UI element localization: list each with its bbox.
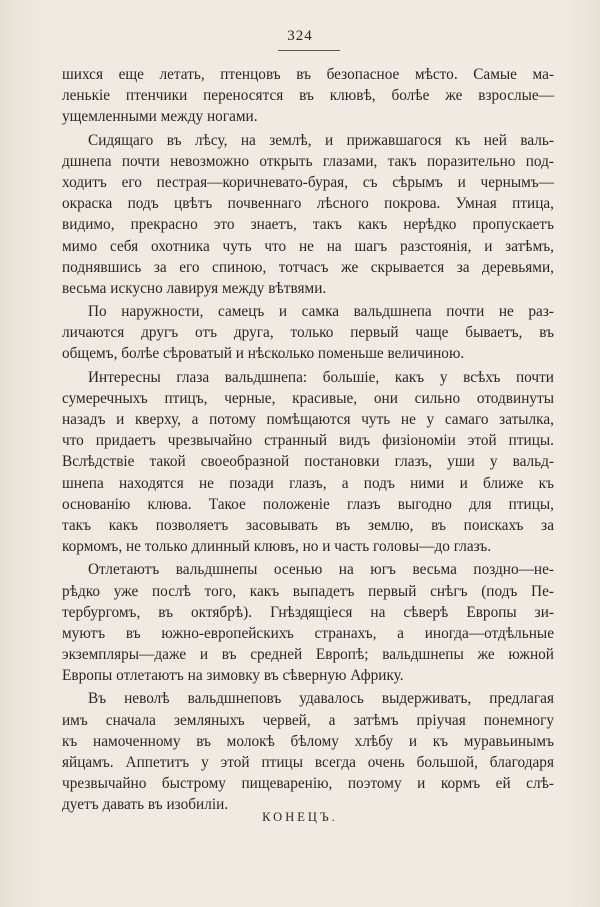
text-line: основанію клюва. Такое положеніе глазъ выгодно для птицы, — [62, 495, 554, 513]
text-line: окраска подъ цвѣтъ почвеннаго лѣсного покрова. Умная птица, — [62, 195, 554, 213]
text-line: кормомъ, не только длинный клювъ, но и часть головы—до глазъ. — [62, 538, 492, 556]
text-line: Европы отлетаютъ на зимовку въ сѣверную Африку. — [62, 667, 404, 685]
paragraph — [62, 367, 554, 558]
text-line: такъ какъ позволяетъ засовывать въ землю, въ поискахъ за — [62, 516, 554, 534]
paragraph — [62, 688, 554, 815]
text-line: тербургомъ, въ октябрѣ). Гнѣздящіеся на сѣверѣ Европы зи- — [62, 603, 554, 621]
text-line: дуетъ давать въ изобиліи. — [62, 796, 229, 814]
text-line: поднявшись за его спиною, тотчасъ же скрывается за деревьями, — [62, 258, 554, 276]
text-line: общемъ, болѣе сѣроватый и нѣсколько поменьше величиною. — [62, 345, 465, 363]
text-line: чрезвычайно быстрому пищеваренію, поэтому и кормъ ей слѣ- — [62, 775, 554, 793]
text-line: сумеречныхъ птицъ, черные, красивые, они сильно отодвинуты — [62, 389, 554, 407]
text-line: шихся еще летать, птенцовъ въ безопасное мѣсто. Самые ма- — [62, 66, 554, 83]
page-number: 324 — [287, 28, 313, 44]
text-line: шнепа находятся не позади глазъ, а подъ ними и ближе къ — [62, 474, 554, 492]
text-line: видимо, прекрасно это знаетъ, такъ какъ нерѣдко пропускаетъ — [62, 216, 554, 234]
text-line: весьма искусно лавируя между вѣтвями. — [62, 279, 327, 297]
paragraph — [62, 559, 554, 686]
text-line: яйцамъ. Аппетитъ у этой птицы всегда очень большой, благодаря — [62, 754, 554, 771]
text-line: ленькіе птенчики переносятся въ клювѣ, болѣе же взрослые— — [62, 87, 554, 105]
text-line: муютъ въ южно-европейскихъ странахъ, а иногда—отдѣльные — [62, 624, 554, 642]
paragraph — [62, 64, 554, 128]
text-line: рѣдко уже послѣ того, какъ выпадетъ первый снѣгъ (подъ Пе- — [62, 582, 554, 600]
page-number-rule — [278, 50, 340, 51]
text-line: ходитъ его пестрая—коричневато-бурая, съ сѣрымъ и чернымъ— — [62, 173, 554, 191]
body-text — [62, 64, 554, 816]
text-line: ущемленными между ногами. — [62, 108, 258, 126]
text-line: Сидящаго въ лѣсу, на землѣ, и прижавшагося къ ней валь- — [88, 131, 554, 149]
paragraph — [62, 301, 554, 365]
text-line: мимо себя охотника чуть что не на шагъ разстоянія, и затѣмъ, — [62, 237, 554, 255]
text-line: Вслѣдствіе такой своеобразной постановки глазъ, уши у вальд- — [62, 453, 554, 471]
ending-mark: КОНЕЦЪ. — [262, 810, 338, 824]
text-line: личаются другъ отъ друга, только первый чаще бываетъ, въ — [62, 324, 554, 342]
text-line: экземпляры—даже и въ средней Европѣ; вальдшнепы же южной — [62, 646, 554, 664]
text-line: По наружности, самецъ и самка вальдшнепа почти не раз- — [88, 303, 554, 321]
text-line: назадъ и кверху, а потому помѣщаются чуть не у самаго затылка, — [62, 411, 554, 428]
paragraph — [62, 130, 554, 300]
text-line: дшнепа почти невозможно открыть глазами, такъ поразительно под- — [62, 152, 554, 170]
text-line: что придаетъ чрезвычайно странный видъ физіономіи этой птицы. — [62, 432, 554, 450]
text-line: Отлетаютъ вальдшнепы осенью на югъ весьма поздно—не- — [88, 561, 554, 579]
text-line: Въ неволѣ вальдшнеповъ удавалось выдерживать, предлагая — [88, 690, 554, 708]
text-line: имъ сначала земляныхъ червей, а затѣмъ пріучая понемногу — [62, 711, 554, 729]
text-line: къ намоченному въ молокѣ бѣлому хлѣбу и къ муравьинымъ — [62, 732, 554, 750]
text-line: Интересны глаза вальдшнепа: большіе, какъ у всѣхъ почти — [88, 368, 554, 386]
